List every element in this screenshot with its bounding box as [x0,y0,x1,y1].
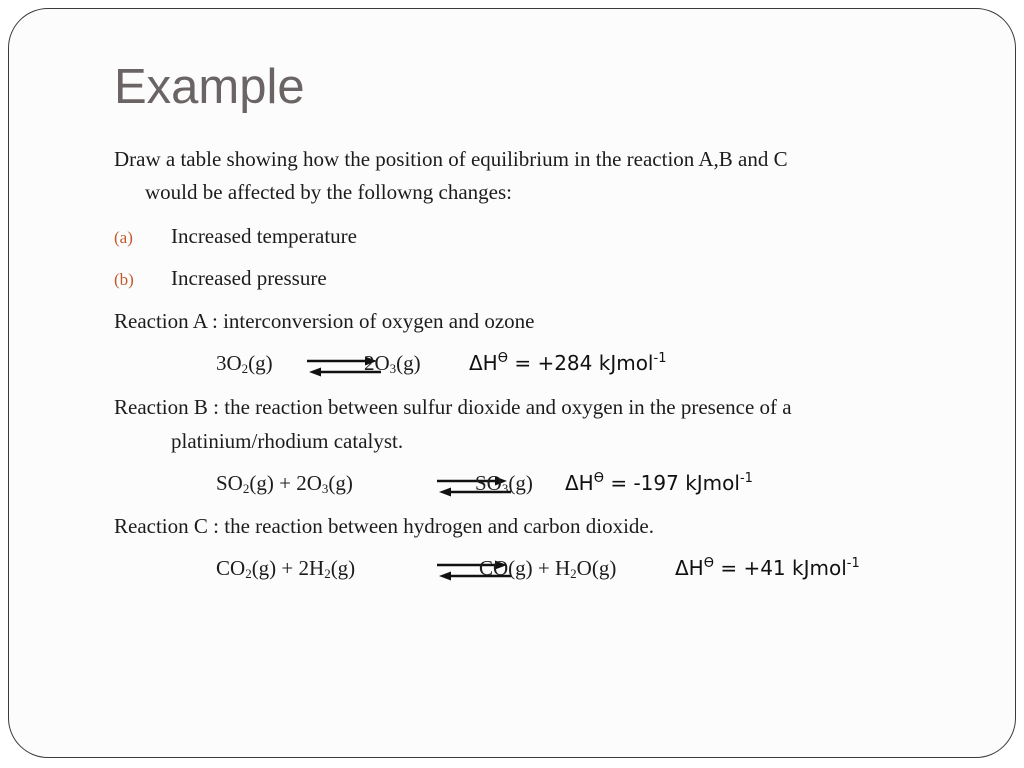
reaction-c-enthalpy: $\Delta H^ϴ = +41$ kJmol$^{-1}$ [675,556,860,580]
reaction-a-enthalpy: $\Delta H^ϴ = +284$ kJmol$^{-1}$ [469,351,667,375]
reaction-a-label: Reaction A : interconversion of oxygen and ozone [114,309,535,333]
list-item-pressure: Increased pressure [171,266,327,290]
reaction-a-reactants: $3O_2(g)$ [216,351,273,376]
reaction-a-products: $2O_3(g)$ [364,351,421,376]
reaction-c-products: $CO(g) + H_2O(g)$ [479,556,617,581]
reaction-b-enthalpy: $\Delta H^ϴ = -197$ kJmol$^{-1}$ [565,471,753,495]
reaction-b-label-line2: platinium/rhodium catalyst. [171,429,404,453]
intro-text-line1: Draw a table showing how the position of equilibrium in the reaction A,B and C [114,147,788,171]
reaction-b-reactants: $SO_2(g) + 2O_3(g)$ [216,471,353,496]
slide-title: Example [114,60,305,114]
intro-text-line2: would be affected by the followng changes: [145,180,512,204]
reaction-b-products: $SO_3(g)$ [475,471,533,496]
list-item-temperature: Increased temperature [171,224,357,248]
reaction-c-reactants: $CO_2(g) + 2H_2(g)$ [216,556,356,581]
reaction-c-label: Reaction C : the reaction between hydrogen and carbon dioxide. [114,514,654,538]
list-marker-a: (a) [114,228,133,247]
slide [8,8,1016,758]
reaction-b-label-line1: Reaction B : the reaction between sulfur dioxide and oxygen in the presence of a [114,395,792,419]
list-marker-b: (b) [114,270,134,289]
